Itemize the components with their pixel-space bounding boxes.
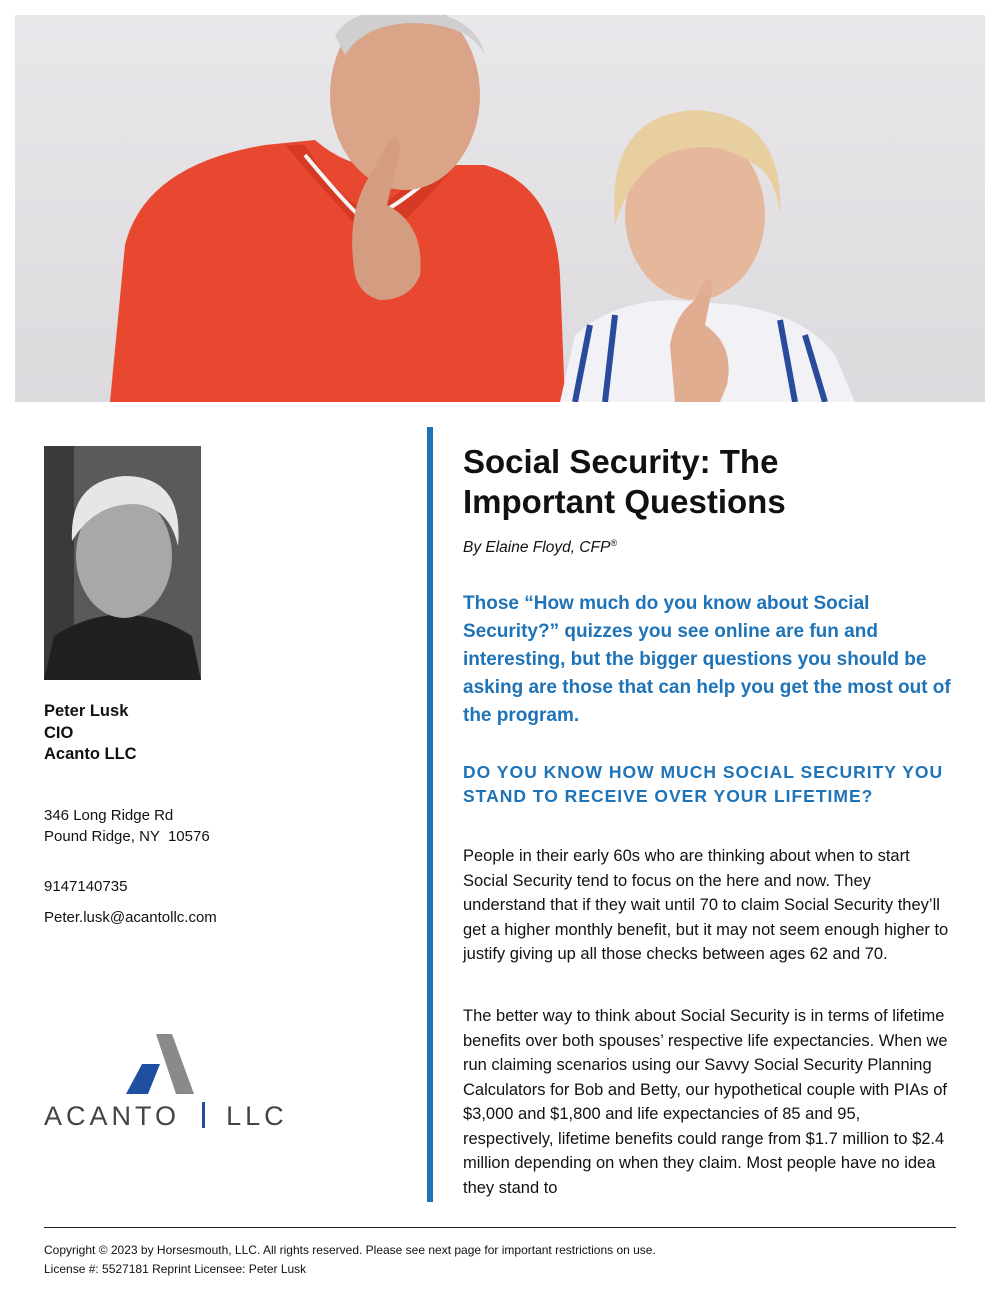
advisor-name: Peter Lusk (44, 702, 129, 720)
logo-word-llc: LLC (226, 1101, 288, 1131)
advisor-company: Acanto LLC (44, 745, 137, 763)
address-line-1: 346 Long Ridge Rd (44, 807, 174, 824)
byline-text: By Elaine Floyd, CFP (463, 539, 611, 557)
registered-mark: ® (610, 538, 617, 548)
address-line-2: Pound Ridge, NY 10576 (44, 828, 210, 845)
license-notice: License #: 5527181 Reprint Licensee: Peter Lusk (44, 1262, 307, 1276)
column-accent-rule (427, 427, 433, 1202)
article-title-line-1: Social Security: The (463, 443, 779, 480)
article-lead: Those “How much do you know about Social Security?” quizzes you see online are fun and interesting, but the bigger questions you should be asking are those that can help you get the most out of the program. (463, 593, 951, 726)
section-heading: DO YOU KNOW HOW MUCH SOCIAL SECURITY YOU STAND TO RECEIVE OVER YOUR LIFETIME? (463, 762, 944, 806)
logo-divider (202, 1102, 205, 1128)
advisor-role: CIO (44, 723, 74, 742)
logo-wordmark (44, 1101, 288, 1132)
hero-photo (15, 15, 985, 402)
advisor-email[interactable]: Peter.lusk@acantollc.com (44, 909, 217, 926)
body-paragraph-1: People in their early 60s who are thinking about when to start Social Security tend to focus on the here and now. They understand that if they wait until 70 to claim Social Security they’ll get a higher monthly benefit, but it may not seem enough higher to justify giving up all those checks between ages 62 and 70. (463, 847, 949, 963)
article-title (463, 442, 963, 522)
advisor-identity (44, 701, 137, 766)
advisor-phone: 9147140735 (44, 878, 128, 895)
advisor-address (44, 805, 210, 847)
body-paragraph-2: The better way to think about Social Security is in terms of lifetime benefits over both spouses’ respective life expectancies. When we run claiming scenarios using our Savvy Social Security Planning Calculators for Bob and Betty, our hypothetical couple with PIAs of $3,000 and $1,800 and life expectancies of 85 and 95, respectively, lifetime benefits could range from $1.7 million to $2.4 million depending on when they claim. Most people have no idea they stand to (463, 1007, 948, 1197)
advisor-headshot (44, 446, 201, 680)
footer-divider (44, 1227, 956, 1228)
article-title-line-2: Important Questions (463, 483, 786, 520)
company-logo (44, 1034, 288, 1134)
article-byline (463, 538, 617, 557)
logo-word-acanto: ACANTO (44, 1101, 181, 1131)
footer (44, 1241, 656, 1279)
copyright-notice: Copyright © 2023 by Horsesmouth, LLC. All rights reserved. Please see next page for important restrictions on use. (44, 1243, 656, 1257)
